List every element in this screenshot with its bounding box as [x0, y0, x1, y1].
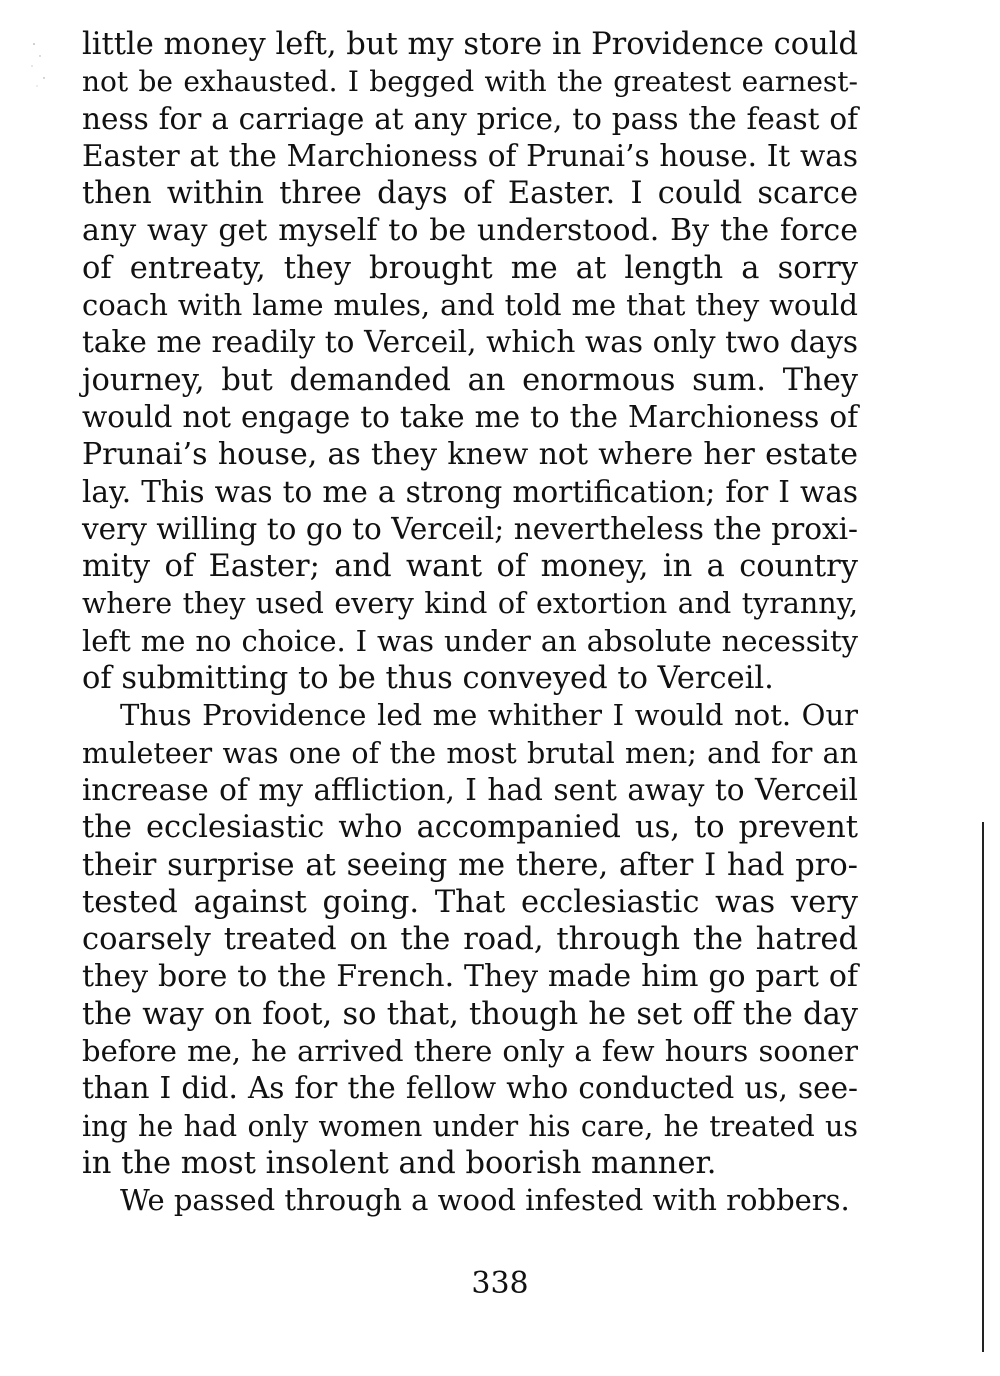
text-line: journey, but demanded an enormous sum. They	[82, 362, 858, 398]
text-line: Prunai’s house, as they knew not where her estate	[82, 437, 858, 473]
text-line: they bore to the French. They made him go part of	[82, 959, 858, 995]
page-number: 338	[471, 1266, 529, 1301]
text-line: little money left, but my store in Providence could	[82, 27, 858, 62]
scan-edge-line	[982, 822, 984, 1352]
text-line: of entreaty, they brought me at length a sorry	[82, 250, 858, 286]
text-line: would not engage to take me to the Marchioness of	[82, 399, 858, 434]
text-line: We passed through a wood infested with robbers.	[120, 1183, 850, 1218]
text-line: any way get myself to be understood. By the force	[82, 213, 858, 249]
text-line: coarsely treated on the road, through the hatred	[82, 922, 858, 958]
text-line: very willing to go to Verceil; nevertheless the proxi-	[82, 511, 858, 546]
text-line: Thus Providence led me whither I would not. Our	[120, 698, 858, 733]
text-line: their surprise at seeing me there, after I had pro-	[82, 847, 858, 883]
text-line: then within three days of Easter. I could scarce	[82, 176, 858, 212]
text-line: ness for a carriage at any price, to pass the feast of	[82, 101, 858, 136]
text-line: than I did. As for the fellow who conducted us, see-	[82, 1071, 858, 1106]
text-line: muleteer was one of the most brutal men; and for an	[82, 736, 858, 770]
text-line: the way on foot, so that, though he set off the day	[82, 996, 858, 1032]
scan-speck-marks	[28, 36, 58, 96]
text-line: left me no choice. I was under an absolute necessity	[82, 623, 858, 658]
text-line: Easter at the Marchioness of Prunai’s house. It was	[82, 138, 858, 173]
text-line: lay. This was to me a strong mortification; for I was	[82, 474, 858, 509]
text-line: ing he had only women under his care, he treated us	[82, 1109, 858, 1143]
text-line: where they used every kind of extortion and tyranny,	[82, 587, 858, 621]
body-text	[82, 26, 858, 1220]
text-line: take me readily to Verceil, which was only two days	[82, 325, 858, 360]
text-line: in the most insolent and boorish manner.	[82, 1145, 717, 1181]
text-line: before me, he arrived there only a few hours sooner	[82, 1034, 858, 1069]
text-line: increase of my affliction, I had sent away to Verceil	[82, 772, 858, 807]
text-line: of submitting to be thus conveyed to Verceil.	[82, 661, 774, 697]
text-line: tested against going. That ecclesiastic was very	[82, 884, 858, 920]
text-line: not be exhausted. I begged with the greatest earnest-	[82, 65, 858, 99]
text-line: mity of Easter; and want of money, in a country	[82, 549, 858, 585]
text-line: coach with lame mules, and told me that they would	[82, 288, 858, 323]
text-line: the ecclesiastic who accompanied us, to prevent	[82, 810, 858, 846]
